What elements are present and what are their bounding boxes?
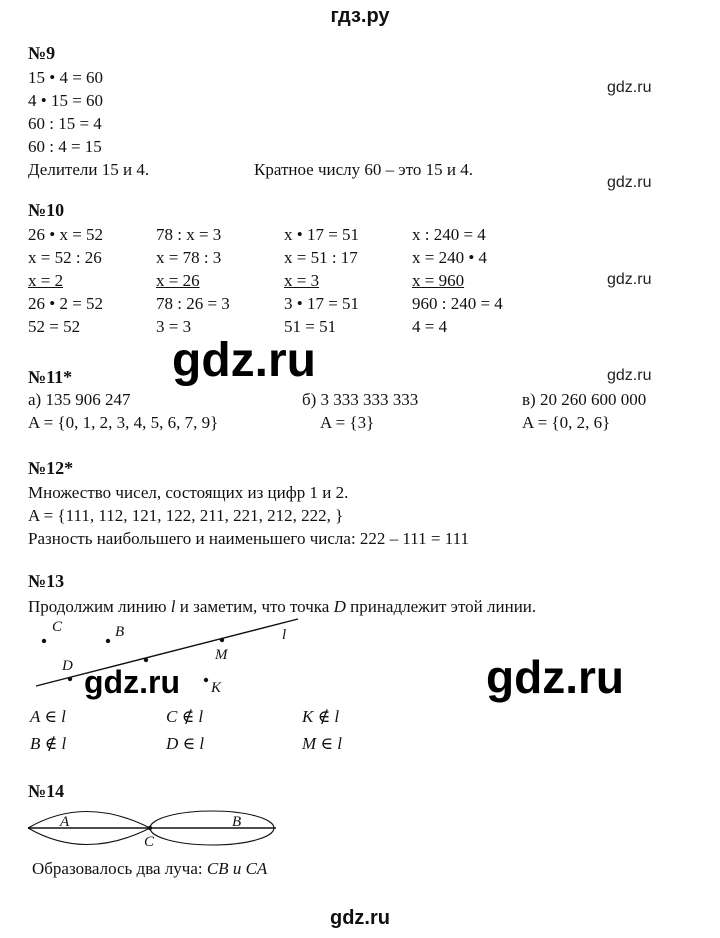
task-12-title: №12* (28, 458, 74, 478)
task-10-c1-r3: x = 2 (28, 271, 64, 290)
label-m: M (215, 647, 228, 663)
task-11-title: №11* (28, 367, 73, 387)
task-10-c4-r3: x = 960 (412, 271, 465, 290)
task-12-line-2: A = {111, 112, 121, 122, 211, 221, 212, 222, } (28, 506, 344, 525)
task-10-c3-r2: x = 51 : 17 (284, 248, 358, 267)
label-b: B (115, 624, 125, 640)
point-d (68, 677, 72, 681)
task-10-c2-r2: x = 78 : 3 (156, 248, 222, 267)
task-10-c4-r1: x : 240 = 4 (412, 225, 486, 244)
task-13-text-a: Продолжим линию (28, 597, 171, 616)
task-11-a-number: а) 135 906 247 (28, 390, 131, 409)
task-9-line-2: 4 • 15 = 60 (28, 91, 104, 110)
watermark-big-1: gdz.ru (172, 334, 316, 387)
watermark-big-3: gdz.ru (486, 651, 624, 703)
task-11-a-set: A = {0, 1, 2, 3, 4, 5, 6, 7, 9} (28, 413, 219, 432)
task-10-c1-r4: 26 • 2 = 52 (28, 294, 104, 313)
task-10-c1-r2: x = 52 : 26 (28, 248, 102, 267)
task-9-multiple: Кратное числу 60 – это 15 и 4. (254, 160, 473, 179)
task-9-line-3: 60 : 15 = 4 (28, 114, 102, 133)
label-b-14: B (232, 814, 242, 830)
task-13-text-b: и заметим, что точка (175, 597, 334, 616)
task-11-c-set: A = {0, 2, 6} (522, 413, 611, 432)
task-10-c2-r5: 3 = 3 (156, 317, 192, 336)
point-b (106, 639, 110, 643)
task-10-c3-r1: x • 17 = 51 (284, 225, 360, 244)
rel-2: C ∉ l (166, 707, 204, 726)
task-10-c2-r1: 78 : x = 3 (156, 225, 222, 244)
rel-6: M ∈ l (302, 734, 342, 753)
point-c-14 (148, 826, 152, 830)
task-14-text (32, 860, 267, 877)
task-10-c1-r1: 26 • x = 52 (28, 225, 104, 244)
task-13-title: №13 (28, 571, 65, 591)
watermark-4: gdz.ru (607, 367, 652, 384)
task-14-title: №14 (28, 781, 65, 801)
watermark-big-2: gdz.ru (84, 664, 180, 700)
task-11-c-number: в) 20 260 600 000 (522, 390, 647, 409)
label-d: D (62, 658, 73, 674)
task-10-c2-r3: x = 26 (156, 271, 200, 290)
task-10-c4-r2: x = 240 • 4 (412, 248, 488, 267)
task-13-text-d: D (333, 597, 346, 616)
task-14-text-a: Образовалось два луча: (32, 859, 207, 878)
task-9-divisors: Делители 15 и 4. (28, 160, 150, 179)
task-10-c3-r5: 51 = 51 (284, 317, 337, 336)
point-c (42, 639, 46, 643)
task-9-line-1: 15 • 4 = 60 (28, 68, 104, 87)
site-footer: gdz.ru (330, 907, 390, 929)
watermark-2: gdz.ru (607, 174, 652, 191)
label-k: K (211, 680, 222, 696)
point-unnamed (144, 658, 148, 662)
label-l: l (282, 627, 287, 643)
task-10-c2-r4: 78 : 26 = 3 (156, 294, 230, 313)
task-10-c3-r4: 3 • 17 = 51 (284, 294, 360, 313)
task-9-title: №9 (28, 43, 56, 63)
arc-a-top (28, 812, 150, 829)
arc-a-bottom (28, 828, 150, 845)
task-10-title: №10 (28, 200, 65, 220)
point-k (204, 678, 208, 682)
task-10-c4-r5: 4 = 4 (412, 317, 448, 336)
task-13-text-c: принадлежит этой линии. (345, 597, 537, 616)
watermark-1: gdz.ru (607, 79, 652, 96)
task-10-c1-r5: 52 = 52 (28, 317, 81, 336)
site-header: гдз.ру (330, 5, 390, 27)
task-10-c3-r3: x = 3 (284, 271, 320, 290)
task-11-b-number: б) 3 333 333 333 (302, 390, 419, 409)
label-c: C (52, 619, 63, 635)
task-10-c4-r4: 960 : 240 = 4 (412, 294, 503, 313)
rel-3: K ∉ l (302, 707, 340, 726)
label-c-14: C (144, 834, 155, 850)
point-m (220, 638, 224, 642)
task-13-text-l: l (170, 597, 176, 616)
task-12-line-1: Множество чисел, состоящих из цифр 1 и 2. (28, 483, 349, 502)
task-11-b-set: A = {3} (320, 413, 375, 432)
task-9-line-4: 60 : 4 = 15 (28, 137, 102, 156)
label-a-14: A (60, 814, 70, 830)
task-12-line-3: Разность наибольшего и наименьшего числа: 222 – 111 = 111 (28, 529, 469, 548)
task-14-text-b: CB и CA (206, 859, 268, 878)
rel-1: A ∈ l (30, 707, 66, 726)
watermark-3: gdz.ru (607, 271, 652, 288)
rel-4: B ∉ l (30, 734, 67, 753)
rel-5: D ∈ l (166, 734, 205, 753)
